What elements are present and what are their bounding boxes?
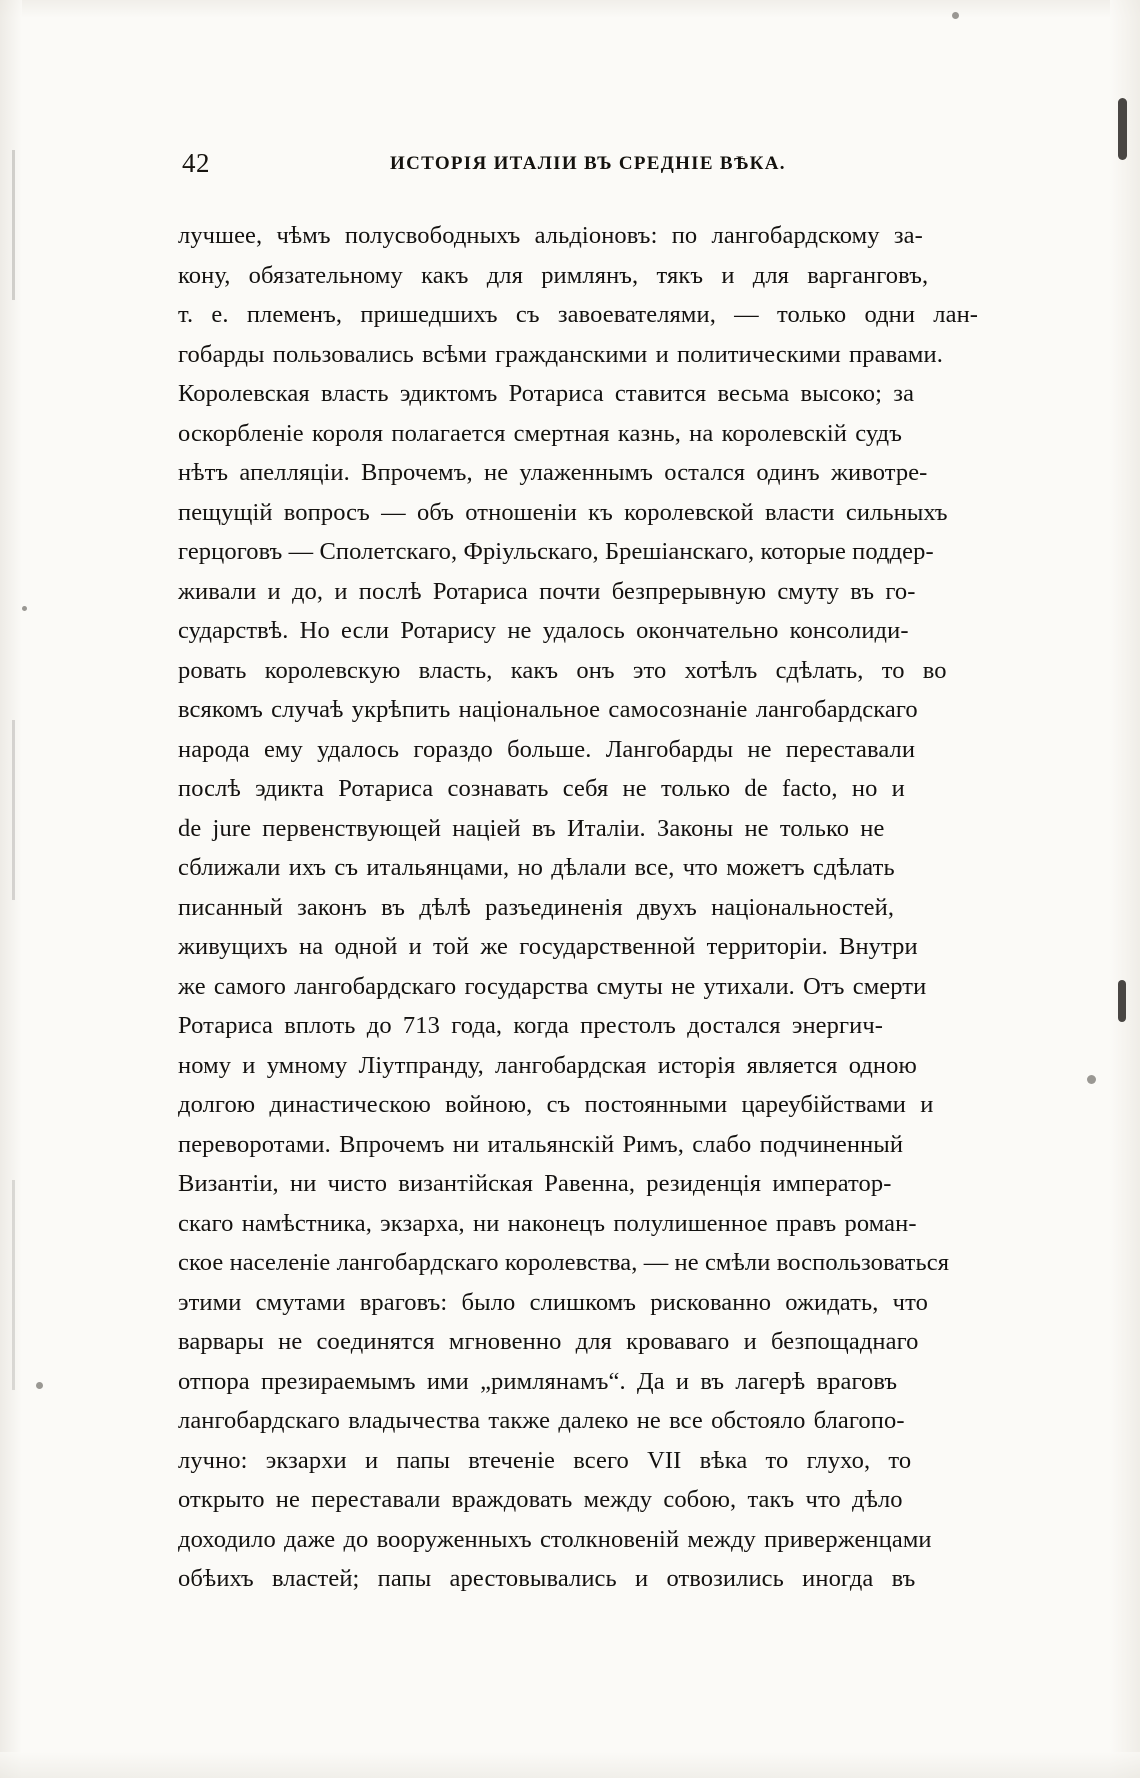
text-line: живали и до, и послѣ Ротариса почти безпрерывную смуту въ го- (178, 577, 916, 605)
text-line: Королевская власть эдиктомъ Ротариса ставится весьма высоко; за (178, 380, 915, 407)
text-line: же самого лангобардскаго государства смуты не утихали. Отъ смерти (178, 972, 927, 1000)
text-line: писанный законъ въ дѣлѣ разъединенія двухъ національностей, (178, 893, 895, 921)
body-text (178, 216, 978, 1599)
text-line: послѣ эдикта Ротариса сознавать себя не только de facto, но и (178, 775, 905, 802)
text-line: этими смутами враговъ: было слишкомъ рискованно ожидать, что (178, 1288, 928, 1316)
text-line: всякомъ случаѣ укрѣпить національное самосознаніе лангобардскаго (178, 696, 918, 723)
text-line: народа ему удалось гораздо больше. Лангобарды не переставали (178, 735, 916, 763)
page-edge-shading-top (0, 0, 1140, 18)
text-line: открыто не переставали враждовать между собою, такъ что дѣло (178, 1486, 903, 1513)
page-edge-shading-right (1110, 0, 1140, 1778)
scan-speck (952, 12, 959, 19)
page-number: 42 (182, 148, 210, 178)
running-title: ИСТОРІЯ ИТАЛІИ ВЪ СРЕДНІЕ ВѢКА. (390, 153, 786, 174)
text-line: кону, обязательному какъ для римлянъ, тякъ и для варганговъ, (178, 261, 929, 289)
text-line: долгою династическою войною, съ постоянными цареубійствами и (178, 1091, 934, 1118)
text-line: ному и умному Ліутпранду, лангобардская исторія является одною (178, 1051, 917, 1079)
page-edge-shading-bottom (0, 1752, 1140, 1778)
text-line: оскорбленіе короля полагается смертная казнь, на королевскій судъ (178, 419, 903, 447)
text-line: ровать королевскую власть, какъ онъ это хотѣлъ сдѣлать, то во (178, 656, 947, 684)
text-line: обѣихъ властей; папы арестовывались и отвозились иногда въ (178, 1565, 916, 1592)
scan-speck (1087, 1075, 1096, 1084)
text-line: сближали ихъ съ итальянцами, но дѣлали все, что можетъ сдѣлать (178, 854, 895, 881)
text-line: варвары не соединятся мгновенно для кроваваго и безпощаднаго (178, 1328, 919, 1355)
text-line: пещущій вопросъ — объ отношеніи къ королевской власти сильныхъ (178, 498, 948, 526)
text-line: гобарды пользовались всѣми гражданскими и политическими правами. (178, 340, 943, 368)
scan-artifact-mark (12, 720, 15, 900)
text-line: т. е. племенъ, пришедшихъ съ завоевателями, — только одни лан- (178, 301, 979, 328)
text-line: лангобардскаго владычества также далеко не все обстояло благопо- (178, 1407, 905, 1434)
text-line: лучшее, чѣмъ полусвободныхъ альдіоновъ: по лангобардскому за- (178, 222, 923, 249)
text-line: сударствѣ. Но если Ротарису не удалось окончательно консолиди- (178, 617, 909, 644)
scan-speck (36, 1382, 43, 1389)
text-line: Ротариса вплоть до 713 года, когда престолъ достался энергич- (178, 1012, 884, 1039)
scan-artifact-mark (12, 1180, 15, 1390)
scan-artifact-mark (1118, 980, 1126, 1022)
text-line: Византіи, ни чисто византійская Равенна, резиденція император- (178, 1170, 892, 1197)
text-line: лучно: экзархи и папы втеченіе всего VII вѣка то глухо, то (178, 1446, 912, 1474)
page-edge-shading-left (0, 0, 22, 1778)
scan-speck (22, 606, 27, 611)
text-line: de jure первенствующей націей въ Италіи. Законы не только не (178, 814, 885, 842)
text-line: доходило даже до вооруженныхъ столкновеній между приверженцами (178, 1525, 932, 1553)
text-line: ское населеніе лангобардскаго королевства, — не смѣли воспользоваться (178, 1249, 950, 1276)
text-line: живущихъ на одной и той же государственной территоріи. Внутри (178, 933, 918, 960)
text-line: переворотами. Впрочемъ ни итальянскій Римъ, слабо подчиненный (178, 1130, 904, 1158)
text-line: отпора презираемымъ ими „римлянамъ“. Да и въ лагерѣ враговъ (178, 1367, 898, 1395)
text-line: нѣтъ апелляціи. Впрочемъ, не улаженнымъ остался одинъ животре- (178, 459, 928, 486)
text-line: скаго намѣстника, экзарха, ни наконецъ полулишенное правъ роман- (178, 1209, 917, 1237)
text-line: герцоговъ — Сполетскаго, Фріульскаго, Брешіанскаго, которые поддер- (178, 538, 934, 565)
page-header (0, 148, 1140, 178)
